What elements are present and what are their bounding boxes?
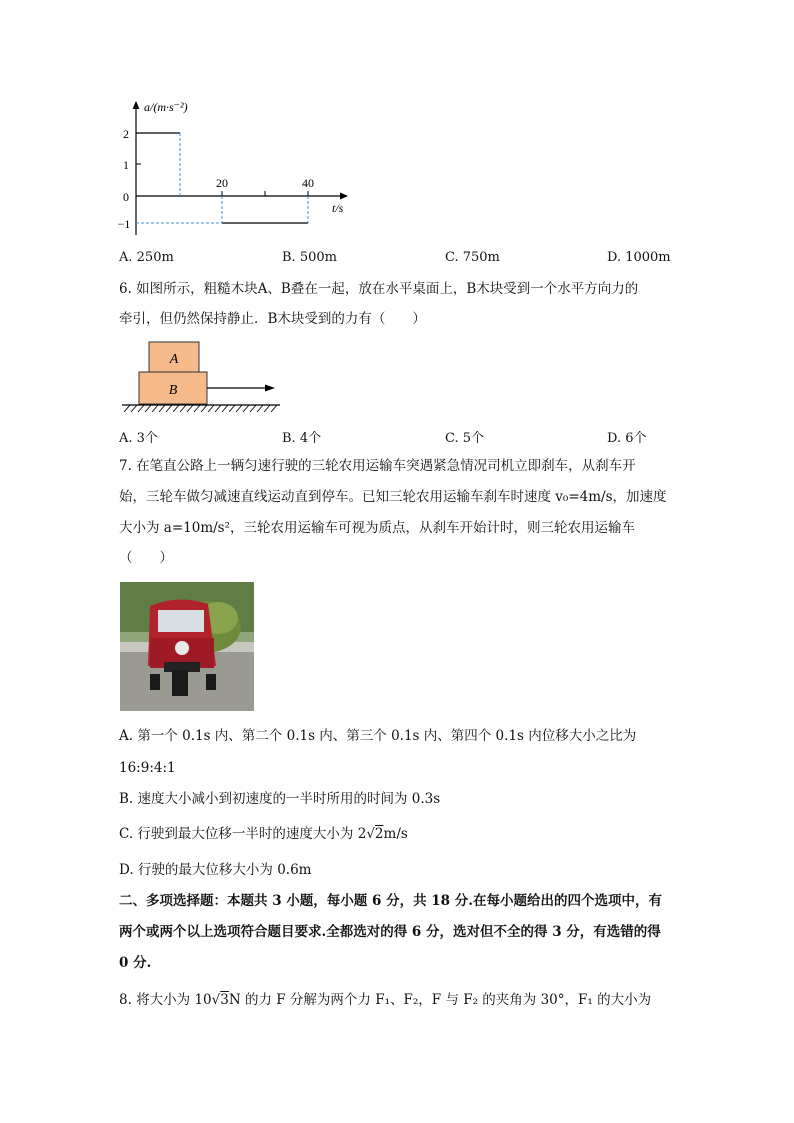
q7-option-c — [119, 828, 408, 842]
q5-option-a: A. 250m — [119, 250, 174, 265]
q6-stem-line2: 牵引，但仍然保持静止．B木块受到的力有（ ） — [119, 311, 426, 327]
tick-label-2: 2 — [123, 127, 129, 141]
q6-option-a: A. 3个 — [119, 431, 158, 446]
q8-stem — [119, 994, 651, 1008]
section2-heading-line3: 0 分. — [119, 955, 152, 971]
tick-label-20: 20 — [216, 176, 228, 190]
q5-option-d: D. 1000m — [607, 250, 671, 265]
section2-heading-line2: 两个或两个以上选项符合题目要求.全都选对的得 6 分，选对但不全的得 3 分，有选错的得 — [119, 924, 661, 940]
q7-option-a-line1: A. 第一个 0.1s 内、第二个 0.1s 内、第三个 0.1s 内、第四个 0.1s 内位移大小之比为 — [119, 728, 637, 744]
q7-stem-line2: 始，三轮车做匀减速直线运动直到停车。已知三轮农用运输车刹车时速度 v₀=4m/s，加速度 — [119, 489, 667, 505]
y-axis-label: a/(m·s⁻²) — [144, 100, 188, 114]
q5-option-c: C. 750m — [445, 250, 500, 265]
block-a-label: A — [169, 352, 179, 367]
q7-stem-line3: 大小为 a=10m/s²，三轮农用运输车可视为质点，从刹车开始计时，则三轮农用运输车 — [119, 520, 636, 536]
q7-stem-line1: 7. 在笔直公路上一辆匀速行驶的三轮农用运输车突遇紧急情况司机立即刹车，从刹车开 — [119, 458, 636, 474]
tick-label-1: 1 — [123, 158, 129, 172]
q6-option-c: C. 5个 — [445, 431, 485, 446]
sqrt-sign: √ — [211, 992, 221, 1008]
q5-option-b: B. 500m — [282, 250, 337, 265]
q7-option-b: B. 速度大小减小到初速度的一半时所用的时间为 0.3s — [119, 791, 441, 807]
block-b-label: B — [168, 383, 178, 398]
q7-option-a-line2: 16:9:4:1 — [119, 760, 176, 776]
acceleration-time-graph — [117, 95, 360, 245]
tricycle-photo — [120, 582, 254, 711]
q7-option-c-unit: m/s — [383, 826, 408, 842]
q7-stem-line4: （ ） — [119, 550, 173, 566]
q6-stem-line1: 6. 如图所示，粗糙木块A、B叠在一起，放在水平桌面上，B木块受到一个水平方向力的 — [119, 281, 639, 297]
q8-suffix: N 的力 F 分解为两个力 F₁、F₂，F 与 F₂ 的夹角为 30°，F₁ 的大小为 — [228, 992, 652, 1008]
ground-hatching — [124, 405, 277, 412]
q6-option-d: D. 6个 — [607, 431, 647, 446]
tick-label-40: 40 — [302, 176, 314, 190]
section2-heading-line1: 二、多项选择题：本题共 3 小题，每小题 6 分，共 18 分.在每小题给出的四个选项中，有 — [119, 893, 662, 909]
q8-prefix: 8. 将大小为 10 — [119, 992, 212, 1008]
x-axis-label: t/s — [332, 201, 344, 215]
tick-label-0: 0 — [123, 190, 129, 204]
q8-radicand: 3 — [220, 992, 229, 1008]
tick-label-neg1: −1 — [117, 217, 131, 231]
q7-option-c-radicand: 2 — [374, 826, 384, 842]
q7-option-c-prefix: C. 行驶到最大位移一半时的速度大小为 2 — [119, 826, 367, 842]
q6-option-b: B. 4个 — [282, 431, 322, 446]
q7-option-d: D. 行驶的最大位移大小为 0.6m — [119, 862, 312, 878]
sqrt-sign: √ — [366, 826, 375, 842]
blocks-diagram — [118, 338, 286, 414]
